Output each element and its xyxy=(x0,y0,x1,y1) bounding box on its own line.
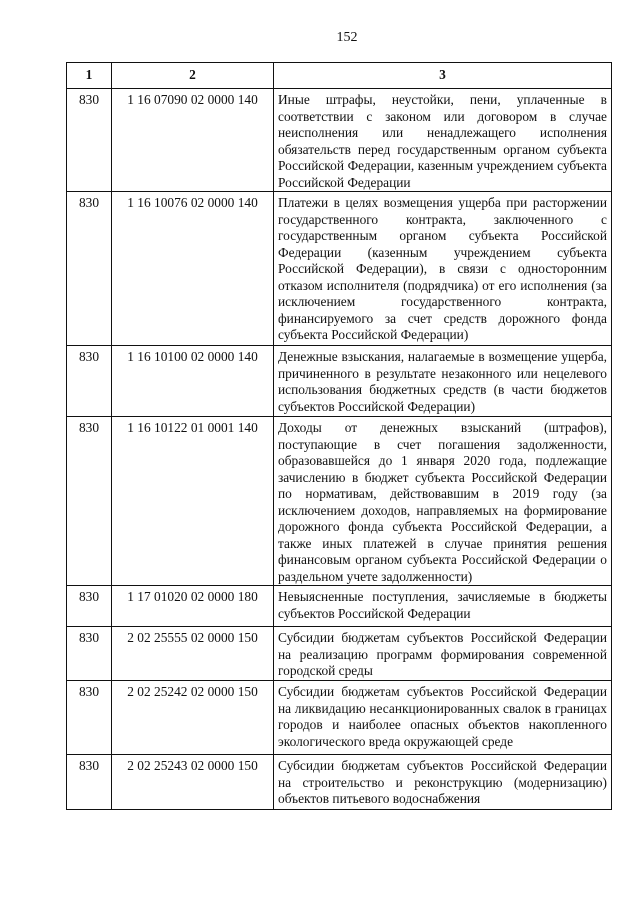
description-cell: Невыясненные поступления, зачисляемые в бюджеты субъектов Российской Федерации xyxy=(274,586,612,627)
budget-classification-code-cell: 1 16 10100 02 0000 140 xyxy=(112,346,274,417)
table-header-row xyxy=(67,63,612,89)
admin-code-cell: 830 xyxy=(67,586,112,627)
description-cell: Субсидии бюджетам субъектов Российской Федерации на ликвидацию несанкционированных свалок в границах городов и наиболее опасных объектов накопленного экологического вреда окружающей среде xyxy=(274,681,612,755)
column-header-1: 1 xyxy=(67,63,112,89)
table-row xyxy=(67,89,612,192)
table-row xyxy=(67,417,612,586)
description-cell: Иные штрафы, неустойки, пени, уплаченные в соответствии с законом или договором в случае неисполнения или ненадлежащего исполнения обязательств перед государственным органом субъекта Российской Федерации, казенным учреждением субъекта Российской Федерации xyxy=(274,89,612,192)
table-row xyxy=(67,627,612,681)
column-header-2: 2 xyxy=(112,63,274,89)
admin-code-cell: 830 xyxy=(67,681,112,755)
budget-classification-code-cell: 1 17 01020 02 0000 180 xyxy=(112,586,274,627)
table-row xyxy=(67,346,612,417)
budget-classification-code-cell: 2 02 25555 02 0000 150 xyxy=(112,627,274,681)
budget-codes-table xyxy=(66,62,612,810)
description-cell: Доходы от денежных взысканий (штрафов), поступающие в счет погашения задолженности, образовавшейся до 1 января 2020 года, подлежащие зачислению в бюджет субъекта Российской Федерации по нормативам, действовавшим в 2019 году (за исключением доходов, направляемых на формирование дорожного фонда субъекта Российской Федерации, а также иных платежей в случае принятия решения финансовым органом субъекта Российской Федерации о раздельном учете задолженности) xyxy=(274,417,612,586)
admin-code-cell: 830 xyxy=(67,89,112,192)
description-cell: Субсидии бюджетам субъектов Российской Федерации на строительство и реконструкцию (модернизацию) объектов питьевого водоснабжения xyxy=(274,755,612,810)
description-cell: Денежные взыскания, налагаемые в возмещение ущерба, причиненного в результате незаконного или нецелевого использования бюджетных средств (в части бюджетов субъектов Российской Федерации) xyxy=(274,346,612,417)
table-row xyxy=(67,192,612,346)
description-cell: Платежи в целях возмещения ущерба при расторжении государственного контракта, заключенного с государственным органом субъекта Российской Федерации (казенным учреждением субъекта Российской Федерации), в связи с односторонним отказом исполнителя (подрядчика) от его исполнения (за исключением государственного контракта, финансируемого за счет средств дорожного фонда субъекта Российской Федерации) xyxy=(274,192,612,346)
budget-classification-code-cell: 1 16 10122 01 0001 140 xyxy=(112,417,274,586)
admin-code-cell: 830 xyxy=(67,346,112,417)
description-cell: Субсидии бюджетам субъектов Российской Федерации на реализацию программ формирования современной городской среды xyxy=(274,627,612,681)
admin-code-cell: 830 xyxy=(67,755,112,810)
table-row xyxy=(67,586,612,627)
budget-classification-code-cell: 2 02 25242 02 0000 150 xyxy=(112,681,274,755)
table-row xyxy=(67,755,612,810)
admin-code-cell: 830 xyxy=(67,417,112,586)
page-number: 152 xyxy=(336,30,358,45)
column-header-3: 3 xyxy=(274,63,612,89)
admin-code-cell: 830 xyxy=(67,627,112,681)
budget-classification-code-cell: 1 16 07090 02 0000 140 xyxy=(112,89,274,192)
budget-classification-code-cell: 1 16 10076 02 0000 140 xyxy=(112,192,274,346)
budget-classification-code-cell: 2 02 25243 02 0000 150 xyxy=(112,755,274,810)
table-row xyxy=(67,681,612,755)
admin-code-cell: 830 xyxy=(67,192,112,346)
